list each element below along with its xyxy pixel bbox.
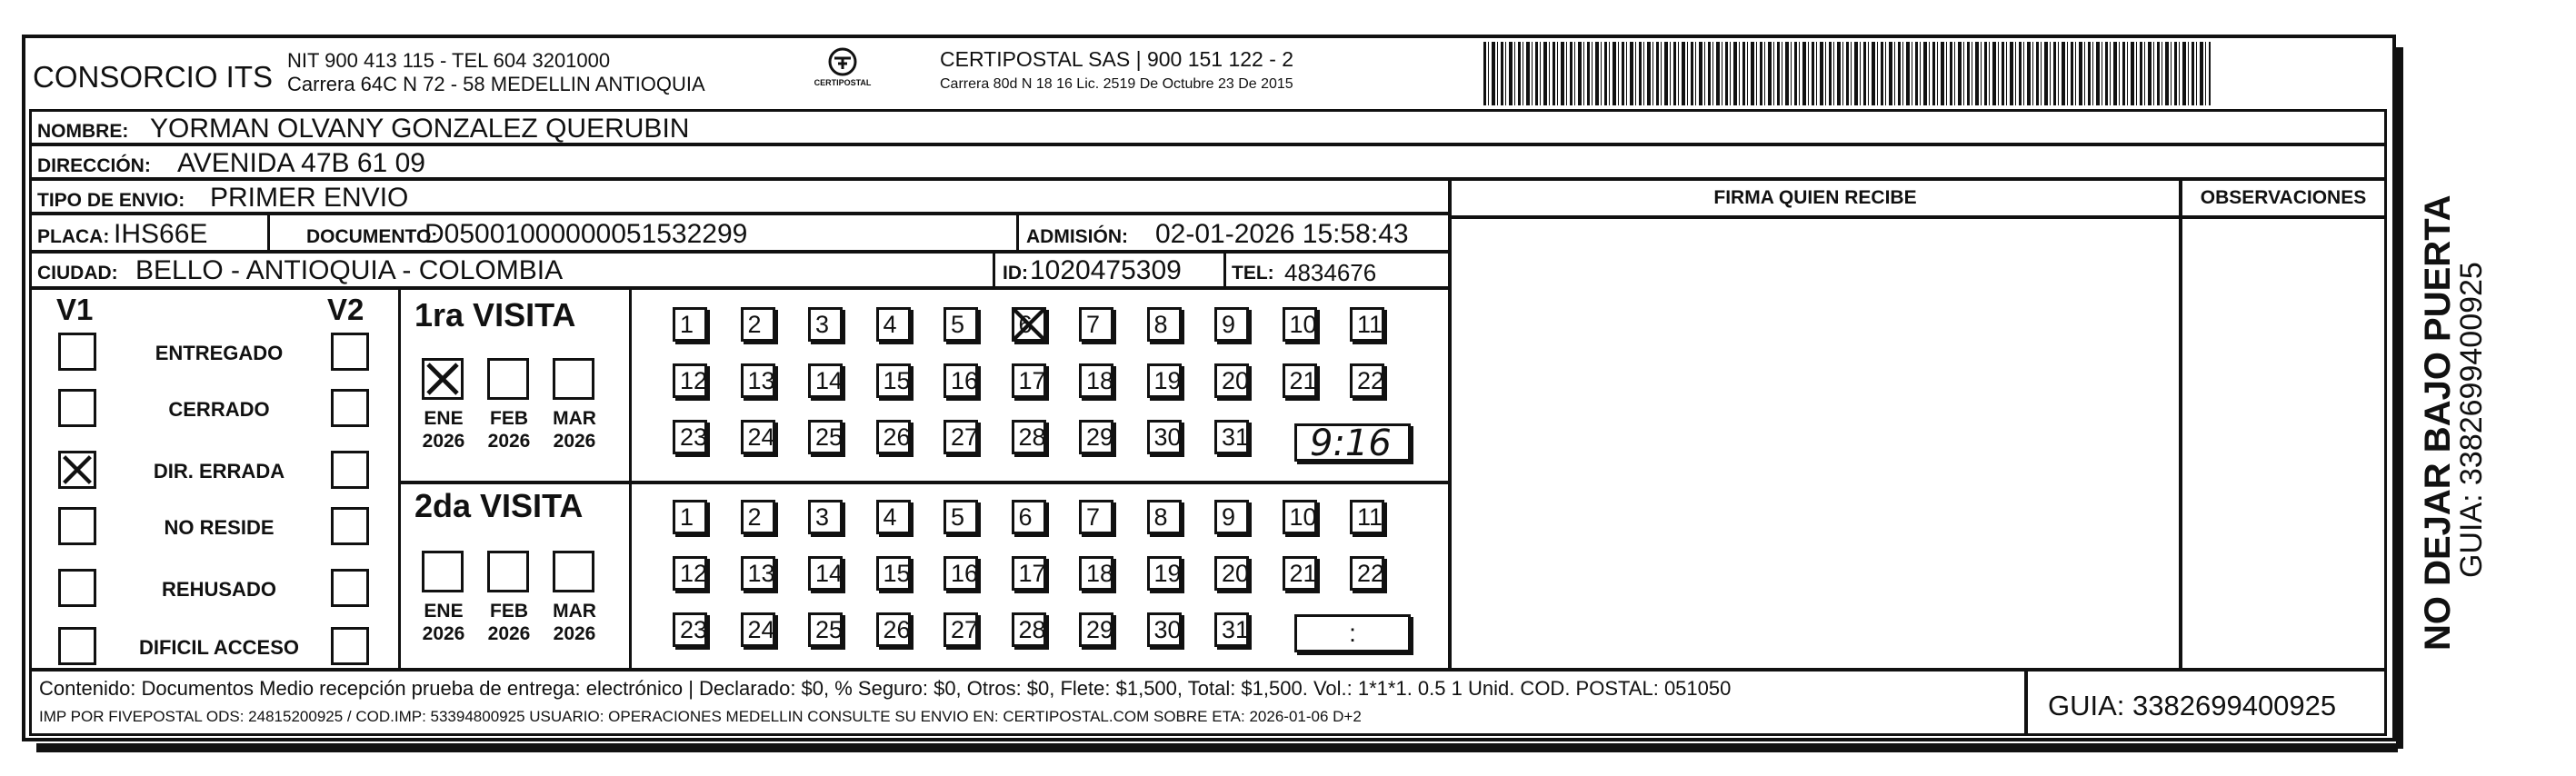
month-year: 2026: [553, 431, 596, 452]
day-14[interactable]: 14: [808, 363, 843, 398]
day-6[interactable]: 6: [1012, 500, 1046, 534]
month-label: [480, 407, 538, 453]
month-checkbox[interactable]: [553, 551, 594, 592]
visit2-time: :: [1349, 619, 1356, 647]
city-value: BELLO - ANTIOQUIA - COLOMBIA: [135, 255, 564, 285]
day-5[interactable]: 5: [944, 500, 978, 534]
admission-label: ADMISIÓN:: [1026, 226, 1128, 247]
day-4[interactable]: 4: [876, 307, 911, 342]
day-12[interactable]: 12: [673, 363, 707, 398]
side-warning: NO DEJAR BAJO PUERTA: [2418, 194, 2458, 651]
day-9[interactable]: 9: [1214, 307, 1249, 342]
month-year: 2026: [422, 623, 465, 644]
month-name: ENE: [424, 408, 464, 429]
carrier-name: CERTIPOSTAL SAS | 900 151 122 - 2: [940, 47, 1294, 71]
document-label: DOCUMENTO:: [306, 226, 438, 247]
day-22[interactable]: 22: [1350, 556, 1384, 591]
day-16[interactable]: 16: [944, 363, 978, 398]
option-label: CERRADO: [168, 398, 270, 421]
day-27[interactable]: 27: [944, 420, 978, 454]
city-row: [29, 251, 1451, 289]
v1-label: V1: [56, 293, 94, 326]
month-name: FEB: [490, 408, 528, 429]
day-29[interactable]: 29: [1079, 612, 1113, 647]
day-10[interactable]: 10: [1283, 307, 1317, 342]
day-26[interactable]: 26: [876, 612, 911, 647]
option-label: DIFICIL ACCESO: [138, 636, 299, 659]
day-5[interactable]: 5: [944, 307, 978, 342]
plate-divider: [267, 213, 270, 253]
month-name: MAR: [553, 601, 596, 622]
day-21[interactable]: 21: [1283, 363, 1317, 398]
signature-area[interactable]: [1449, 216, 2182, 671]
footer-line2: IMP POR FIVEPOSTAL ODS: 24815200925 / COD.IMP: 53394800925 USUARIO: OPERACIONES MEDELLIN CONSULTE SU ENVIO EN: CERTIPOSTAL.COM SOBRE ETA: 2026-01-06 D+2: [39, 708, 1362, 725]
v2-checkbox[interactable]: [331, 507, 369, 545]
visit1-time: 9:16: [1310, 423, 1392, 464]
observations-header: OBSERVACIONES: [2180, 178, 2387, 218]
carrier-address: Carrera 80d N 18 16 Lic. 2519 De Octubre 23 De 2015: [940, 76, 1293, 92]
day-31[interactable]: 31: [1214, 612, 1249, 647]
plate-value: IHS66E: [114, 219, 208, 249]
day-10[interactable]: 10: [1283, 500, 1317, 534]
v1-checkbox[interactable]: [58, 451, 96, 489]
month-checkbox[interactable]: [422, 551, 464, 592]
day-mark-icon: [1014, 310, 1043, 339]
city-label: CIUDAD:: [37, 263, 118, 284]
plate-row: [29, 213, 1451, 253]
month-name: ENE: [424, 601, 464, 622]
month-label: [545, 407, 604, 453]
v1-checkbox[interactable]: [58, 627, 96, 665]
month-name: FEB: [490, 601, 528, 622]
option-label: ENTREGADO: [155, 342, 284, 364]
day-1[interactable]: 1: [673, 307, 707, 342]
month-label: [480, 600, 538, 645]
day-30[interactable]: 30: [1147, 420, 1182, 454]
month-checkbox[interactable]: [422, 358, 464, 400]
company-address: Carrera 64C N 72 - 58 MEDELLIN ANTIOQUIA: [287, 73, 705, 95]
day-17[interactable]: 17: [1012, 363, 1046, 398]
day-18[interactable]: 18: [1079, 556, 1113, 591]
day-16[interactable]: 16: [944, 556, 978, 591]
day-20[interactable]: 20: [1214, 363, 1249, 398]
tel-label: TEL:: [1232, 263, 1274, 284]
v1-checkbox[interactable]: [58, 507, 96, 545]
signature-header: FIRMA QUIEN RECIBE: [1449, 178, 2182, 218]
day-1[interactable]: 1: [673, 500, 707, 534]
send-type-value: PRIMER ENVIO: [210, 183, 409, 213]
v2-checkbox[interactable]: [331, 389, 369, 427]
id-label: ID:: [1003, 263, 1028, 284]
day-23[interactable]: 23: [673, 420, 707, 454]
day-8[interactable]: 8: [1147, 307, 1182, 342]
send-type-label: TIPO DE ENVIO:: [37, 190, 185, 211]
day-3[interactable]: 3: [808, 500, 843, 534]
month-year: 2026: [487, 623, 531, 644]
tel-divider: [1223, 251, 1226, 289]
month-name: MAR: [553, 408, 596, 429]
document-value: D05001000000051532299: [424, 219, 748, 249]
day-28[interactable]: 28: [1012, 420, 1046, 454]
day-24[interactable]: 24: [741, 420, 775, 454]
day-2[interactable]: 2: [741, 307, 775, 342]
tel-value: 4834676: [1284, 259, 1377, 286]
v2-checkbox[interactable]: [331, 451, 369, 489]
month-label: [545, 600, 604, 645]
day-13[interactable]: 13: [741, 363, 775, 398]
visit2-title: 2da VISITA: [414, 487, 584, 524]
right-shadow-line: [2396, 47, 2403, 749]
day-12[interactable]: 12: [673, 556, 707, 591]
footer-line1: Contenido: Documentos Medio recepción prueba de entrega: electrónico | Declarado: $0, % Seguro: $0, Otros: $0, Flete: $1,500, Total: $1,500. Vol.: 1*1*1. 0.5 1 Unid. COD. POSTAL: 051050: [39, 677, 1732, 700]
name-row: [29, 109, 2387, 145]
v2-checkbox[interactable]: [331, 627, 369, 665]
admission-divider: [1016, 213, 1019, 253]
footer-guia: GUIA: 3382699400925: [2048, 690, 2337, 721]
day-2[interactable]: 2: [741, 500, 775, 534]
visit2-time-box[interactable]: [1294, 614, 1411, 652]
day-25[interactable]: 25: [808, 420, 843, 454]
plate-label: PLACA:: [37, 226, 110, 247]
certipostal-logo: [811, 45, 874, 100]
day-20[interactable]: 20: [1214, 556, 1249, 591]
v2-label: V2: [327, 293, 364, 326]
month-checkbox[interactable]: [553, 358, 594, 400]
month-label: [414, 600, 473, 645]
day-22[interactable]: 22: [1350, 363, 1384, 398]
day-28[interactable]: 28: [1012, 612, 1046, 647]
v1-checkbox[interactable]: [58, 333, 96, 371]
v1-checkbox[interactable]: [58, 389, 96, 427]
day-13[interactable]: 13: [741, 556, 775, 591]
v2-checkbox[interactable]: [331, 569, 369, 607]
month-checkbox[interactable]: [487, 551, 529, 592]
day-4[interactable]: 4: [876, 500, 911, 534]
visit1-title: 1ra VISITA: [414, 296, 576, 333]
v2-checkbox[interactable]: [331, 333, 369, 371]
day-7[interactable]: 7: [1079, 500, 1113, 534]
day-26[interactable]: 26: [876, 420, 911, 454]
day-9[interactable]: 9: [1214, 500, 1249, 534]
day-18[interactable]: 18: [1079, 363, 1113, 398]
month-label: [414, 407, 473, 453]
address-row: [29, 144, 2387, 180]
day-27[interactable]: 27: [944, 612, 978, 647]
day-23[interactable]: 23: [673, 612, 707, 647]
day-25[interactable]: 25: [808, 612, 843, 647]
day-17[interactable]: 17: [1012, 556, 1046, 591]
name-label: NOMBRE:: [37, 121, 129, 142]
v1-checkbox[interactable]: [58, 569, 96, 607]
name-value: YORMAN OLVANY GONZALEZ QUERUBIN: [150, 114, 690, 144]
month-year: 2026: [422, 431, 465, 452]
day-11[interactable]: 11: [1350, 500, 1384, 534]
barcode: [1483, 42, 2211, 105]
id-value: 1020475309: [1030, 255, 1182, 285]
day-11[interactable]: 11: [1350, 307, 1384, 342]
visit1-time-box[interactable]: [1294, 423, 1411, 462]
day-24[interactable]: 24: [741, 612, 775, 647]
option-label: NO RESIDE: [164, 516, 275, 539]
send-type-row: [29, 178, 1451, 214]
company-name: CONSORCIO ITS: [33, 60, 274, 94]
admission-value: 02-01-2026 15:58:43: [1155, 219, 1409, 249]
day-8[interactable]: 8: [1147, 500, 1182, 534]
footer-content: [29, 669, 2027, 736]
address-label: DIRECCIÓN:: [37, 155, 151, 176]
day-19[interactable]: 19: [1147, 556, 1182, 591]
day-6[interactable]: 6: [1012, 307, 1046, 342]
day-30[interactable]: 30: [1147, 612, 1182, 647]
side-guia: GUIA: 3382699400925: [2454, 262, 2489, 578]
day-7[interactable]: 7: [1079, 307, 1113, 342]
option-label: DIR. ERRADA: [153, 460, 285, 483]
observations-area[interactable]: [2180, 216, 2387, 671]
day-14[interactable]: 14: [808, 556, 843, 591]
footer-guia-box: [2025, 669, 2387, 736]
day-15[interactable]: 15: [876, 363, 911, 398]
logo-text: CERTIPOSTAL: [814, 78, 872, 87]
id-divider: [993, 251, 995, 289]
bottom-shadow-line: [36, 743, 2398, 752]
visit-divider: [629, 287, 632, 671]
month-year: 2026: [553, 623, 596, 644]
day-19[interactable]: 19: [1147, 363, 1182, 398]
day-31[interactable]: 31: [1214, 420, 1249, 454]
address-value: AVENIDA 47B 61 09: [177, 148, 425, 178]
option-label: REHUSADO: [162, 578, 276, 601]
day-29[interactable]: 29: [1079, 420, 1113, 454]
month-checkbox[interactable]: [487, 358, 529, 400]
day-15[interactable]: 15: [876, 556, 911, 591]
month-year: 2026: [487, 431, 531, 452]
company-nit: NIT 900 413 115 - TEL 604 3201000: [287, 49, 611, 72]
day-21[interactable]: 21: [1283, 556, 1317, 591]
day-3[interactable]: 3: [808, 307, 843, 342]
